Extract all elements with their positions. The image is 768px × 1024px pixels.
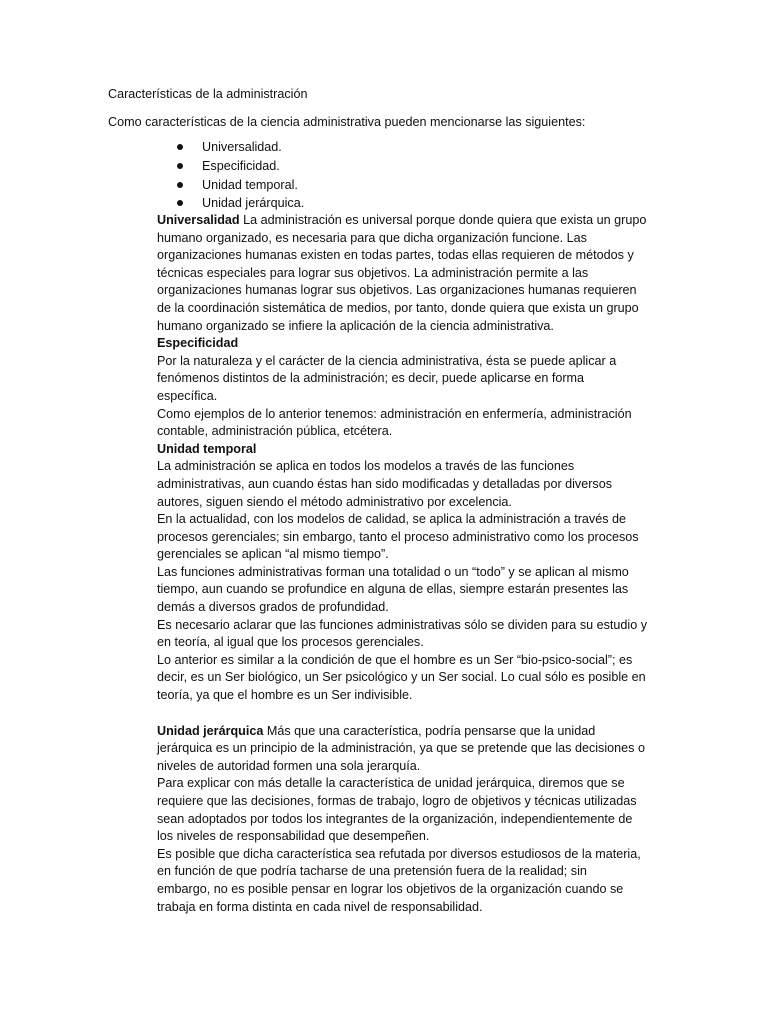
section-unidad-jerarquica [157, 723, 677, 917]
intro-paragraph: Como características de la ciencia administrativa pueden mencionarse las siguientes: [108, 115, 586, 129]
list-item: Unidad jerárquica. [180, 194, 304, 213]
bullet-icon [177, 200, 183, 206]
paragraph-line: administrativas, aun cuando éstas han sido modificadas y detalladas por diversos [157, 476, 613, 491]
section-universalidad [157, 212, 677, 335]
bullet-icon [177, 163, 183, 169]
paragraph-line: técnicas especiales para lograr sus objetivos. La administración permite a las [157, 265, 589, 280]
paragraph-line: trabaja en forma distinta en cada nivel de responsabilidad. [157, 899, 483, 914]
paragraph-line: Unidad jerárquica Más que una característica, podría pensarse que la unidad [157, 723, 596, 738]
section-unidad-temporal [157, 441, 677, 705]
section-especificidad [157, 335, 677, 441]
paragraph-line: decir, es un Ser biológico, un Ser psicológico y un Ser social. Lo cual sólo es posible en [157, 670, 646, 685]
list-item: Especificidad. [180, 157, 304, 176]
paragraph-line: Lo anterior es similar a la condición de que el hombre es un Ser “bio-psico-social”; es [157, 652, 633, 667]
paragraph-line: Es necesario aclarar que las funciones administrativas sólo se dividen para su estudio y [157, 617, 648, 632]
list-item: Universalidad. [180, 138, 304, 157]
paragraph-line: demás a diversos grados de profundidad. [157, 600, 389, 615]
paragraph-line: los niveles de responsabilidad que desempeñen. [157, 829, 430, 844]
paragraph-line: La administración se aplica en todos los modelos a través de las funciones [157, 459, 575, 474]
paragraph-line: humano organizado, es necesaria para que dicha organización funcione. Las [157, 230, 587, 245]
section-heading: Especificidad [157, 336, 239, 351]
paragraph-line: de la coordinación sistemática de medios, por tanto, donde quiera que exista un grupo [157, 300, 639, 315]
paragraph-line: Como ejemplos de lo anterior tenemos: administración en enfermería, administración [157, 406, 632, 421]
paragraph-line: en teoría, al igual que los procesos gerenciales. [157, 635, 424, 650]
paragraph-line: requiere que las decisiones, formas de trabajo, logro de objetivos y técnicas utilizadas [157, 794, 637, 808]
section-heading: Unidad temporal [157, 441, 257, 456]
bullet-icon [177, 144, 183, 150]
paragraph-line: sean adoptados por todos los integrantes de la organización, independientemente de [157, 811, 633, 826]
paragraph-line: autores, siguen siendo el método administrativo por excelencia. [157, 494, 512, 509]
paragraph-spacer [157, 705, 677, 723]
paragraph-line: Para explicar con más detalle la característica de unidad jerárquica, diremos que se [157, 776, 625, 791]
paragraph-line: contable, administración pública, etcétera. [157, 424, 393, 439]
paragraph-line: En la actualidad, con los modelos de calidad, se aplica la administración a través de [157, 512, 627, 527]
paragraph-line: embargo, no es posible pensar en lograr los objetivos de la organización cuando se [157, 881, 624, 896]
paragraph-line: teoría, ya que el hombre es un Ser indivisible. [157, 688, 413, 703]
document-title: Características de la administración [108, 87, 308, 101]
paragraph-line: tiempo, aun cuando se profundice en alguna de ellas, siempre estarán presentes las [157, 582, 629, 597]
paragraph-line: humano organizado se infiere la aplicación de la ciencia administrativa. [157, 318, 554, 333]
document-body [157, 212, 677, 916]
paragraph-line: jerárquica es un principio de la administración, ya que se pretende que las decisiones o [157, 741, 645, 756]
paragraph-line: específica. [157, 388, 218, 403]
paragraph-line: Es posible que dicha característica sea refutada por diversos estudiosos de la materia, [157, 846, 641, 861]
section-heading: Unidad jerárquica [157, 723, 264, 738]
paragraph-line: niveles de autoridad formen una sola jerarquía. [157, 758, 421, 773]
bullet-icon [177, 182, 183, 188]
paragraph-line: Las funciones administrativas forman una totalidad o un “todo” y se aplican al mismo [157, 564, 629, 579]
paragraph-line: Universalidad La administración es universal porque donde quiera que exista un grupo [157, 213, 647, 227]
paragraph-line: procesos gerenciales; sin embargo, tanto el proceso administrativo como los procesos [157, 529, 639, 544]
paragraph-line: gerenciales se aplican “al mismo tiempo”. [157, 547, 389, 562]
section-heading: Universalidad [157, 213, 240, 227]
paragraph-line: organizaciones humanas lograr sus objetivos. Las organizaciones humanas requieren [157, 283, 637, 298]
characteristics-list [180, 138, 304, 213]
paragraph-line: fenómenos distintos de la administración; es decir, puede aplicarse en forma [157, 371, 585, 386]
paragraph-line: organizaciones humanas existen en todas partes, todas ellas requieren de métodos y [157, 248, 634, 263]
paragraph-line: Por la naturaleza y el carácter de la ciencia administrativa, ésta se puede aplicar a [157, 353, 617, 368]
list-item: Unidad temporal. [180, 176, 304, 195]
paragraph-line: en función de que podría tacharse de una pretensión fuera de la realidad; sin [157, 864, 587, 879]
